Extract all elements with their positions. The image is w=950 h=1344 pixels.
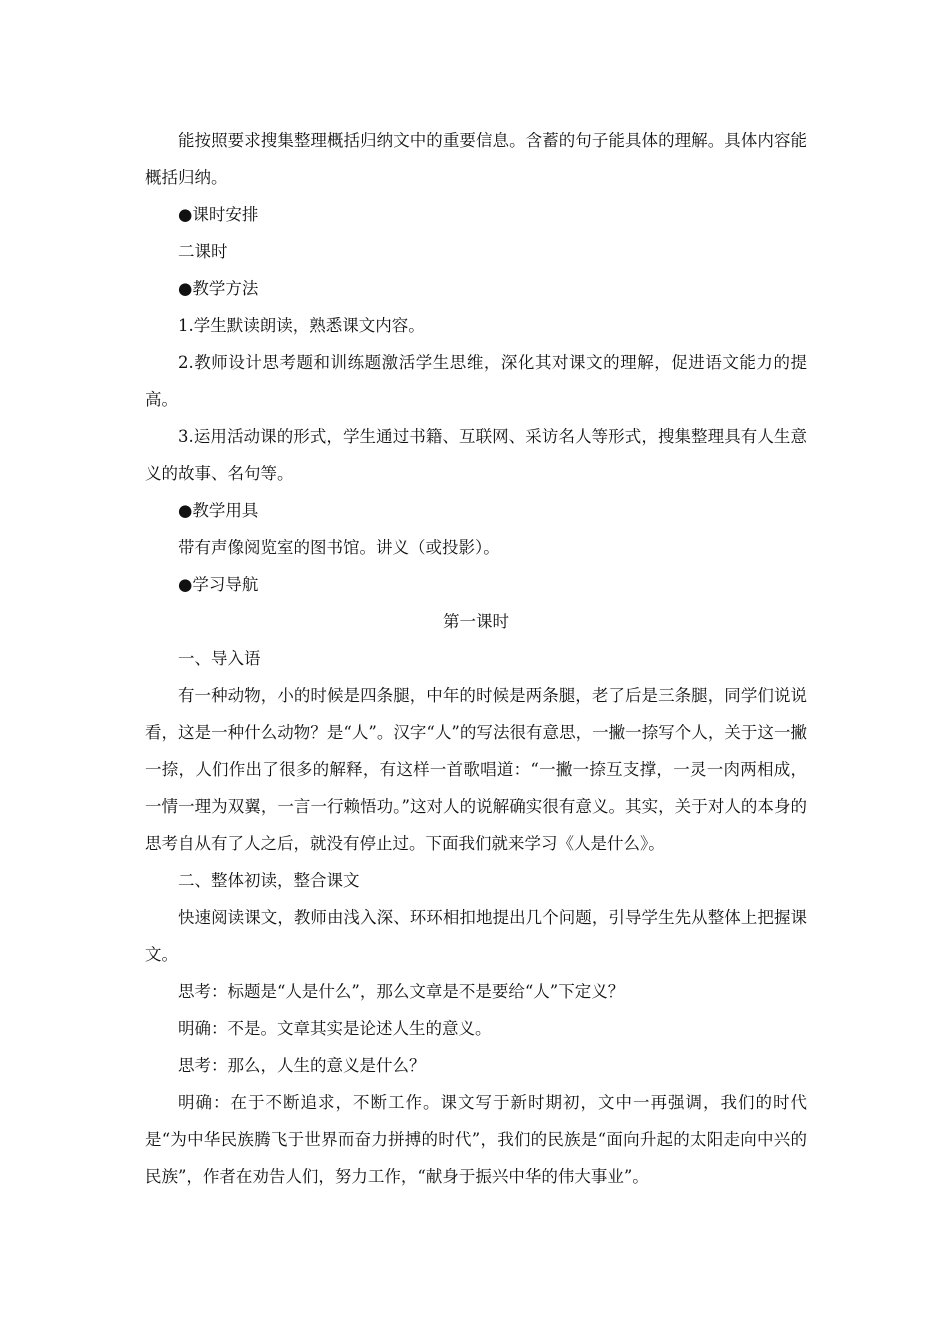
heading-tools: ●教学用具	[178, 501, 259, 520]
paragraph-answer-1: 明确：不是。文章其实是论述人生的意义。	[178, 1019, 492, 1038]
paragraph-fast-reading: 快速阅读课文，教师由浅入深、环环相扣地提出几个问题，引导学生先从整体上把握课文。	[145, 908, 807, 964]
paragraph-intro: 有一种动物，小的时候是四条腿，中年的时候是两条腿，老了后是三条腿，同学们说说看，这是一种什么动物？是“人”。汉字“人”的写法很有意思，一撇一捺写个人，关于这一撇一捺，人们作出了很多的解释，有这样一首歌唱道：“一撇一捺互支撑，一灵一肉两相成，一情一理为双翼，一言一行赖悟功。”这对人的说解确实很有意义。其实，关于对人的本身的思考自从有了人之后，就没有停止过。下面我们就来学习《人是什么》。	[145, 686, 807, 853]
heading-guide: ●学习导航	[178, 575, 259, 594]
paragraph-method-1: 1.学生默读朗读，熟悉课文内容。	[178, 316, 425, 335]
heading-intro: 一、导入语	[178, 649, 261, 668]
heading-methods: ●教学方法	[178, 279, 259, 298]
paragraph-tools: 带有声像阅览室的图书馆。讲义（或投影）。	[178, 538, 500, 557]
heading-schedule: ●课时安排	[178, 205, 259, 224]
paragraph-schedule: 二课时	[178, 242, 228, 261]
heading-overall-reading: 二、整体初读，整合课文	[178, 871, 360, 890]
paragraph-objectives: 能按照要求搜集整理概括归纳文中的重要信息。含蓄的句子能具体的理解。具体内容能概括归纳。	[145, 131, 807, 187]
paragraph-answer-2: 明确：在于不断追求，不断工作。课文写于新时期初，文中一再强调，我们的时代是“为中华民族腾飞于世界而奋力拼搏的时代”，我们的民族是“面向升起的太阳走向中兴的民族”，作者在劝告人们，努力工作，“献身于振兴中华的伟大事业”。	[145, 1093, 807, 1186]
paragraph-question-2: 思考：那么，人生的意义是什么？	[178, 1056, 426, 1075]
paragraph-question-1: 思考：标题是“人是什么”，那么文章是不是要给“人”下定义？	[178, 982, 625, 1001]
section-title-lesson-1: 第一课时	[443, 612, 509, 631]
paragraph-method-3: 3.运用活动课的形式，学生通过书籍、互联网、采访名人等形式，搜集整理具有人生意义的故事、名句等。	[145, 427, 807, 483]
paragraph-method-2: 2.教师设计思考题和训练题激活学生思维，深化其对课文的理解，促进语文能力的提高。	[145, 353, 807, 409]
